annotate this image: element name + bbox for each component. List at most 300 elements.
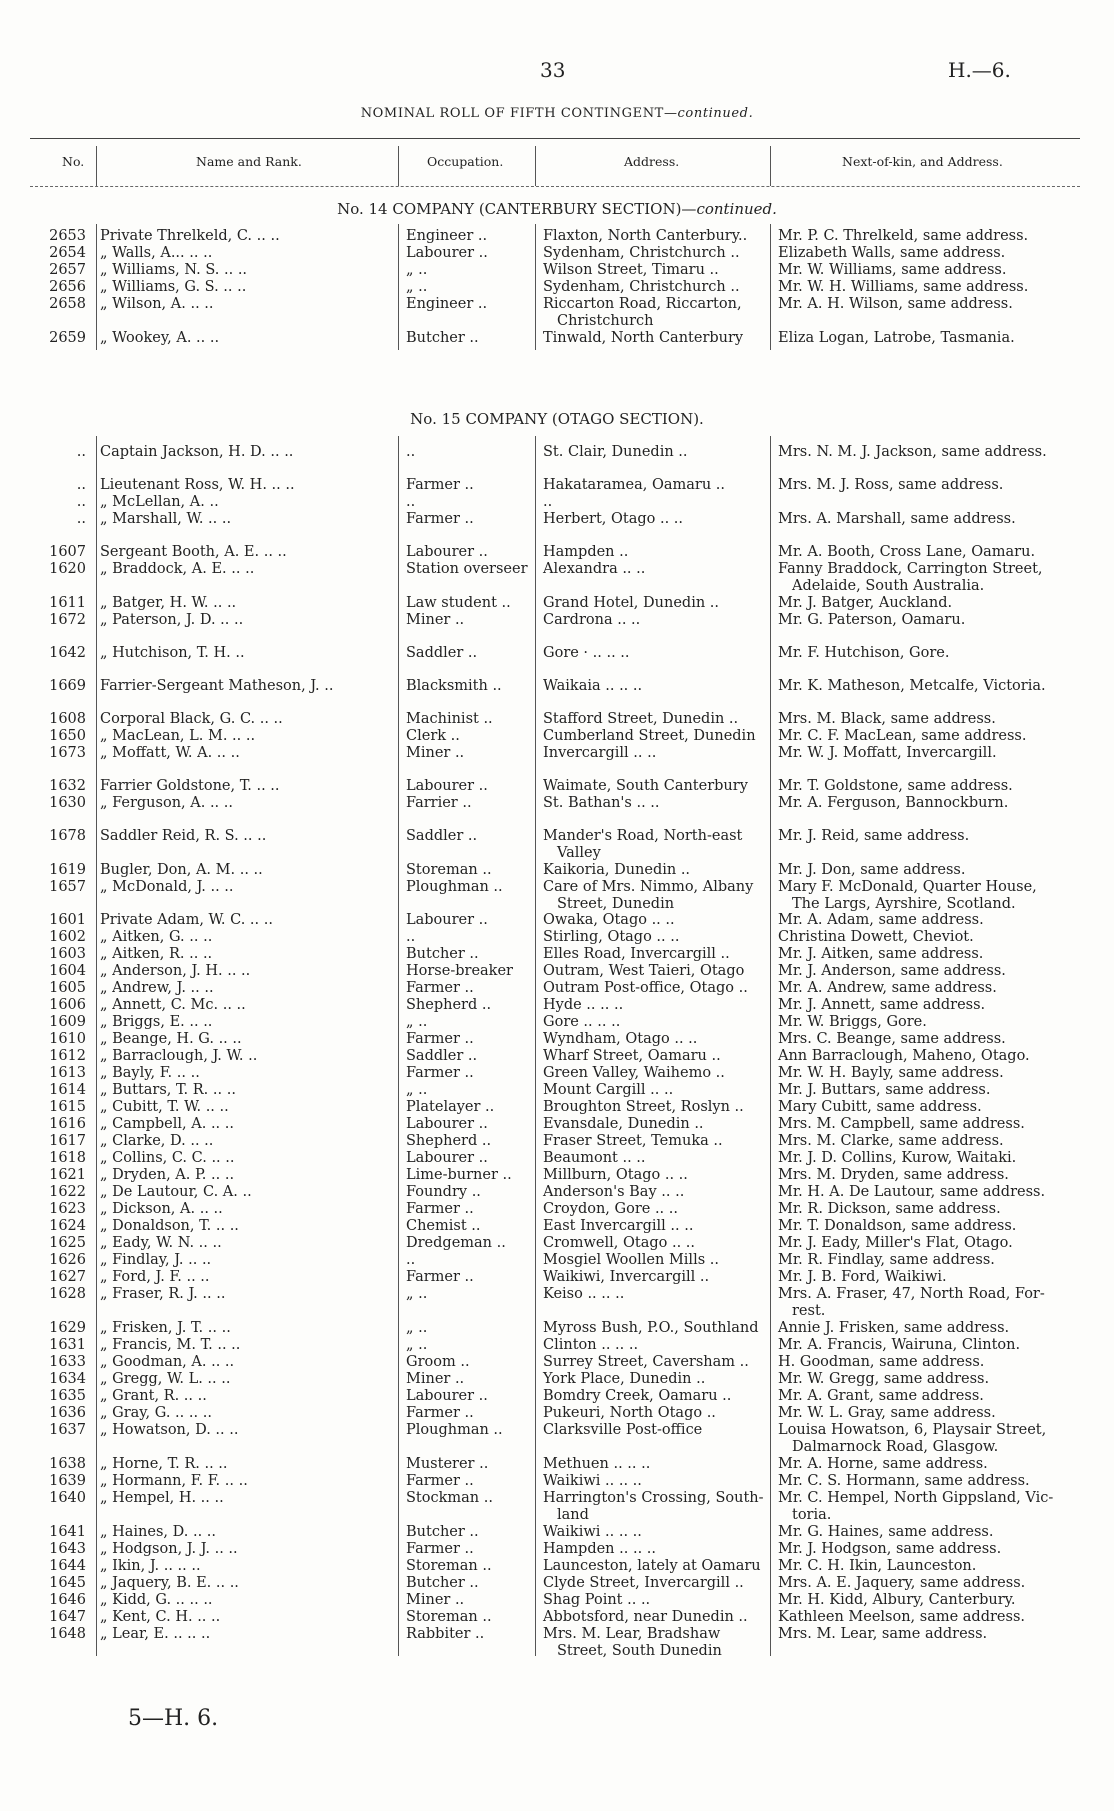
- name-and-rank: Sergeant Booth, A. E. .. ..: [100, 544, 287, 560]
- name-and-rank: „ Gray, G. .. .. ..: [100, 1405, 212, 1421]
- roll-number: 1609: [49, 1014, 86, 1030]
- roll-number: 1669: [49, 678, 86, 694]
- address: Grand Hotel, Dunedin ..: [543, 595, 719, 611]
- table-row: [0, 1558, 1114, 1575]
- occupation: Farmer ..: [406, 1065, 474, 1081]
- name-and-rank: „ Gregg, W. L. .. ..: [100, 1371, 231, 1387]
- table-row: [0, 1371, 1114, 1388]
- occupation: Lime-burner ..: [406, 1167, 512, 1183]
- address: land: [557, 1507, 589, 1523]
- name-and-rank: „ Grant, R. .. ..: [100, 1388, 207, 1404]
- address: Hampden ..: [543, 544, 629, 560]
- address: Abbotsford, near Dunedin ..: [543, 1609, 748, 1625]
- address: Street, South Dunedin: [557, 1643, 722, 1659]
- next-of-kin: Mary F. McDonald, Quarter House,: [778, 879, 1037, 895]
- table-row: [0, 678, 1114, 695]
- roll-number: 2659: [49, 330, 86, 346]
- occupation: „ ..: [406, 1337, 428, 1353]
- table-row: [0, 1439, 1114, 1456]
- name-and-rank: „ Walls, A... .. ..: [100, 245, 213, 261]
- address: Tinwald, North Canterbury: [543, 330, 744, 346]
- next-of-kin: Mr. W. H. Williams, same address.: [778, 279, 1029, 295]
- next-of-kin: Ann Barraclough, Maheno, Otago.: [778, 1048, 1030, 1064]
- table-row: [0, 1167, 1114, 1184]
- name-and-rank: „ Briggs, E. .. ..: [100, 1014, 213, 1030]
- name-and-rank: „ Aitken, R. .. ..: [100, 946, 213, 962]
- address: Evansdale, Dunedin ..: [543, 1116, 704, 1132]
- occupation: Labourer ..: [406, 245, 488, 261]
- table-row: [0, 896, 1114, 913]
- roll-number: 1672: [49, 612, 86, 628]
- address: Pukeuri, North Otago ..: [543, 1405, 716, 1421]
- next-of-kin: Mr. A. H. Wilson, same address.: [778, 296, 1013, 312]
- table-row: [0, 1609, 1114, 1626]
- table-row: [0, 1422, 1114, 1439]
- address: Cromwell, Otago .. ..: [543, 1235, 696, 1251]
- next-of-kin: Fanny Braddock, Carrington Street,: [778, 561, 1043, 577]
- address: Sydenham, Christchurch ..: [543, 245, 740, 261]
- address: Beaumont .. ..: [543, 1150, 646, 1166]
- roll-number: 1633: [49, 1354, 86, 1370]
- table-row: [0, 1269, 1114, 1286]
- roll-number: 1657: [49, 879, 86, 895]
- occupation: Farmer ..: [406, 1405, 474, 1421]
- table-row: [0, 1303, 1114, 1320]
- table-row: [0, 980, 1114, 997]
- roll-number: 1607: [49, 544, 86, 560]
- next-of-kin: Mr. C. H. Ikin, Launceston.: [778, 1558, 977, 1574]
- address: Myross Bush, P.O., Southland: [543, 1320, 759, 1336]
- address: Christchurch: [557, 313, 654, 329]
- roll-number: 1610: [49, 1031, 86, 1047]
- next-of-kin: Dalmarnock Road, Glasgow.: [792, 1439, 999, 1455]
- occupation: Platelayer ..: [406, 1099, 495, 1115]
- occupation: Labourer ..: [406, 1150, 488, 1166]
- address: Methuen .. .. ..: [543, 1456, 651, 1472]
- address: Outram, West Taieri, Otago: [543, 963, 745, 979]
- next-of-kin: Mr. R. Findlay, same address.: [778, 1252, 995, 1268]
- roll-number: 1635: [49, 1388, 86, 1404]
- occupation: Foundry ..: [406, 1184, 481, 1200]
- document-title: NOMINAL ROLL OF FIFTH CONTINGENT—continued.: [360, 106, 754, 121]
- table-row: [0, 578, 1114, 595]
- next-of-kin: Eliza Logan, Latrobe, Tasmania.: [778, 330, 1015, 346]
- name-and-rank: Saddler Reid, R. S. .. ..: [100, 828, 267, 844]
- occupation: „ ..: [406, 279, 428, 295]
- roll-number: 1641: [49, 1524, 86, 1540]
- name-and-rank: „ Aitken, G. .. ..: [100, 929, 213, 945]
- table-row: [0, 313, 1114, 330]
- occupation: Farmer ..: [406, 477, 474, 493]
- roll-number: 1616: [49, 1116, 86, 1132]
- table-row: [0, 1507, 1114, 1524]
- occupation: Farmer ..: [406, 1201, 474, 1217]
- name-and-rank: „ McLellan, A. ..: [100, 494, 219, 510]
- table-row: [0, 1031, 1114, 1048]
- name-and-rank: „ Haines, D. .. ..: [100, 1524, 216, 1540]
- name-and-rank: „ Frisken, J. T. .. ..: [100, 1320, 231, 1336]
- occupation: ..: [406, 1252, 416, 1268]
- occupation: „ ..: [406, 1014, 428, 1030]
- next-of-kin: Mrs. A. E. Jaquery, same address.: [778, 1575, 1026, 1591]
- occupation: Butcher ..: [406, 330, 479, 346]
- table-row: [0, 929, 1114, 946]
- roll-number: 2656: [49, 279, 86, 295]
- address: Shag Point .. ..: [543, 1592, 651, 1608]
- address: York Place, Dunedin ..: [543, 1371, 706, 1387]
- occupation: Farmer ..: [406, 1269, 474, 1285]
- address: Hyde .. .. ..: [543, 997, 624, 1013]
- occupation: Shepherd ..: [406, 1133, 492, 1149]
- name-and-rank: „ Hodgson, J. J. .. ..: [100, 1541, 238, 1557]
- name-and-rank: „ Barraclough, J. W. ..: [100, 1048, 258, 1064]
- next-of-kin: Mr. T. Donaldson, same address.: [778, 1218, 1017, 1234]
- occupation: Butcher ..: [406, 1575, 479, 1591]
- name-and-rank: Private Threlkeld, C. .. ..: [100, 228, 280, 244]
- address: Harrington's Crossing, South-: [543, 1490, 764, 1506]
- roll-number: 1606: [49, 997, 86, 1013]
- next-of-kin: Mr. J. Buttars, same address.: [778, 1082, 991, 1098]
- next-of-kin: Mr. J. Eady, Miller's Flat, Otago.: [778, 1235, 1013, 1251]
- table-row: [0, 561, 1114, 578]
- table-row: [0, 477, 1114, 494]
- name-and-rank: „ Bayly, F. .. ..: [100, 1065, 200, 1081]
- address: Fraser Street, Temuka ..: [543, 1133, 723, 1149]
- table-row: [0, 862, 1114, 879]
- roll-number: 1637: [49, 1422, 86, 1438]
- address: ..: [543, 494, 553, 510]
- table-row: [0, 612, 1114, 629]
- name-and-rank: „ Hempel, H. .. ..: [100, 1490, 224, 1506]
- roll-number: ..: [76, 494, 86, 510]
- table-row: [0, 1150, 1114, 1167]
- address: Clarksville Post-office: [543, 1422, 703, 1438]
- table-row: [0, 1575, 1114, 1592]
- address: Sydenham, Christchurch ..: [543, 279, 740, 295]
- next-of-kin: Mr. H. Kidd, Albury, Canterbury.: [778, 1592, 1016, 1608]
- name-and-rank: „ Lear, E. .. .. ..: [100, 1626, 211, 1642]
- report-code: H.—6.: [948, 58, 1011, 82]
- occupation: Dredgeman ..: [406, 1235, 506, 1251]
- occupation: Shepherd ..: [406, 997, 492, 1013]
- address: Surrey Street, Caversham ..: [543, 1354, 749, 1370]
- roll-number: 1627: [49, 1269, 86, 1285]
- roll-number: 1629: [49, 1320, 86, 1336]
- next-of-kin: Mr. W. L. Gray, same address.: [778, 1405, 996, 1421]
- roll-number: 1621: [49, 1167, 86, 1183]
- address: Invercargill .. ..: [543, 745, 657, 761]
- next-of-kin: Louisa Howatson, 6, Playsair Street,: [778, 1422, 1047, 1438]
- roll-number: 1622: [49, 1184, 86, 1200]
- address: Waimate, South Canterbury: [543, 778, 748, 794]
- address: Waikaia .. .. ..: [543, 678, 643, 694]
- occupation: Storeman ..: [406, 862, 492, 878]
- occupation: Saddler ..: [406, 645, 478, 661]
- occupation: Farrier ..: [406, 795, 472, 811]
- col-header-address: Address.: [624, 154, 680, 169]
- table-row: [0, 1065, 1114, 1082]
- table-row: [0, 511, 1114, 528]
- table-row: [0, 1643, 1114, 1660]
- occupation: Miner ..: [406, 1592, 465, 1608]
- next-of-kin: Mr. W. J. Moffatt, Invercargill.: [778, 745, 997, 761]
- name-and-rank: „ Hutchison, T. H. ..: [100, 645, 245, 661]
- name-and-rank: Private Adam, W. C. .. ..: [100, 912, 273, 928]
- occupation: Butcher ..: [406, 1524, 479, 1540]
- address: Wilson Street, Timaru ..: [543, 262, 719, 278]
- occupation: Ploughman ..: [406, 1422, 503, 1438]
- next-of-kin: toria.: [792, 1507, 832, 1523]
- occupation: Labourer ..: [406, 912, 488, 928]
- roll-number: 1612: [49, 1048, 86, 1064]
- roll-number: 1601: [49, 912, 86, 928]
- next-of-kin: Mrs. A. Marshall, same address.: [778, 511, 1016, 527]
- name-and-rank: „ Howatson, D. .. ..: [100, 1422, 239, 1438]
- roll-number: 1615: [49, 1099, 86, 1115]
- name-and-rank: „ Dickson, A. .. ..: [100, 1201, 223, 1217]
- address: Stafford Street, Dunedin ..: [543, 711, 739, 727]
- table-row: [0, 1405, 1114, 1422]
- roll-number: 1678: [49, 828, 86, 844]
- name-and-rank: „ Kidd, G. .. .. ..: [100, 1592, 213, 1608]
- occupation: Station overseer: [406, 561, 528, 577]
- name-and-rank: „ Horne, T. R. .. ..: [100, 1456, 228, 1472]
- name-and-rank: „ Kent, C. H. .. ..: [100, 1609, 221, 1625]
- table-row: [0, 262, 1114, 279]
- name-and-rank: „ MacLean, L. M. .. ..: [100, 728, 256, 744]
- next-of-kin: Mr. A. Horne, same address.: [778, 1456, 988, 1472]
- name-and-rank: „ Wilson, A. .. ..: [100, 296, 214, 312]
- occupation: Horse-breaker: [406, 963, 513, 979]
- next-of-kin: Mrs. A. Fraser, 47, North Road, For-: [778, 1286, 1045, 1302]
- name-and-rank: „ Moffatt, W. A. .. ..: [100, 745, 240, 761]
- roll-number: 1624: [49, 1218, 86, 1234]
- next-of-kin: Mrs. M. Dryden, same address.: [778, 1167, 1009, 1183]
- roll-number: ..: [76, 511, 86, 527]
- address: Waikiwi, Invercargill ..: [543, 1269, 710, 1285]
- roll-number: 1603: [49, 946, 86, 962]
- name-and-rank: „ Fraser, R. J. .. ..: [100, 1286, 226, 1302]
- address: Mander's Road, North-east: [543, 828, 743, 844]
- col-header-name: Name and Rank.: [196, 154, 302, 169]
- roll-number: 1617: [49, 1133, 86, 1149]
- table-row: [0, 1133, 1114, 1150]
- section-heading: No. 14 COMPANY (CANTERBURY SECTION)—continued.: [337, 200, 777, 218]
- occupation: Labourer ..: [406, 1388, 488, 1404]
- roll-number: 1602: [49, 929, 86, 945]
- roll-number: 1608: [49, 711, 86, 727]
- address: Mrs. M. Lear, Bradshaw: [543, 1626, 721, 1642]
- address: St. Clair, Dunedin ..: [543, 444, 688, 460]
- table-row: [0, 728, 1114, 745]
- table-row: [0, 330, 1114, 347]
- next-of-kin: Mr. A. Booth, Cross Lane, Oamaru.: [778, 544, 1036, 560]
- roll-number: 1673: [49, 745, 86, 761]
- roll-number: 1628: [49, 1286, 86, 1302]
- name-and-rank: „ Eady, W. N. .. ..: [100, 1235, 222, 1251]
- address: East Invercargill .. ..: [543, 1218, 694, 1234]
- address: Stirling, Otago .. ..: [543, 929, 680, 945]
- table-row: [0, 1099, 1114, 1116]
- col-divider: [96, 146, 97, 186]
- name-and-rank: „ Dryden, A. P. .. ..: [100, 1167, 235, 1183]
- address: Anderson's Bay .. ..: [543, 1184, 685, 1200]
- next-of-kin: Mr. G. Haines, same address.: [778, 1524, 994, 1540]
- next-of-kin: Mr. H. A. De Lautour, same address.: [778, 1184, 1046, 1200]
- occupation: „ ..: [406, 262, 428, 278]
- roll-number: 1643: [49, 1541, 86, 1557]
- address: Wharf Street, Oamaru ..: [543, 1048, 721, 1064]
- next-of-kin: Mr. J. B. Ford, Waikiwi.: [778, 1269, 947, 1285]
- name-and-rank: „ Paterson, J. D. .. ..: [100, 612, 244, 628]
- address: Wyndham, Otago .. ..: [543, 1031, 698, 1047]
- table-row: [0, 1014, 1114, 1031]
- occupation: Farmer ..: [406, 1541, 474, 1557]
- address: Waikiwi .. .. ..: [543, 1473, 642, 1489]
- occupation: ..: [406, 929, 416, 945]
- occupation: Groom ..: [406, 1354, 470, 1370]
- table-row: [0, 1541, 1114, 1558]
- table-row: [0, 1218, 1114, 1235]
- address: Clyde Street, Invercargill ..: [543, 1575, 744, 1591]
- next-of-kin: Mrs. M. Lear, same address.: [778, 1626, 988, 1642]
- col-divider: [398, 146, 399, 186]
- name-and-rank: „ Findlay, J. .. ..: [100, 1252, 212, 1268]
- table-row: [0, 1201, 1114, 1218]
- occupation: Storeman ..: [406, 1558, 492, 1574]
- occupation: Labourer ..: [406, 544, 488, 560]
- table-row: [0, 1354, 1114, 1371]
- table-row: [0, 1116, 1114, 1133]
- roll-number: 1650: [49, 728, 86, 744]
- occupation: Saddler ..: [406, 828, 478, 844]
- next-of-kin: Mr. A. Francis, Wairuna, Clinton.: [778, 1337, 1021, 1353]
- table-row: [0, 1337, 1114, 1354]
- roll-number: ..: [76, 477, 86, 493]
- roll-number: 1604: [49, 963, 86, 979]
- table-row: [0, 1252, 1114, 1269]
- address: Clinton .. .. ..: [543, 1337, 639, 1353]
- roll-number: 1613: [49, 1065, 86, 1081]
- name-and-rank: „ Annett, C. Mc. .. ..: [100, 997, 246, 1013]
- roll-number: 1618: [49, 1150, 86, 1166]
- name-and-rank: „ De Lautour, C. A. ..: [100, 1184, 252, 1200]
- address: Keiso .. .. ..: [543, 1286, 625, 1302]
- table-row: [0, 778, 1114, 795]
- roll-number: ..: [76, 444, 86, 460]
- next-of-kin: Mr. J. D. Collins, Kurow, Waitaki.: [778, 1150, 1017, 1166]
- name-and-rank: „ Anderson, J. H. .. ..: [100, 963, 251, 979]
- name-and-rank: „ Jaquery, B. E. .. ..: [100, 1575, 239, 1591]
- roll-number: 1634: [49, 1371, 86, 1387]
- name-and-rank: „ McDonald, J. .. ..: [100, 879, 234, 895]
- col-header-kin: Next-of-kin, and Address.: [842, 154, 1003, 169]
- name-and-rank: „ Goodman, A. .. ..: [100, 1354, 235, 1370]
- name-and-rank: „ Buttars, T. R. .. ..: [100, 1082, 236, 1098]
- next-of-kin: Mr. A. Adam, same address.: [778, 912, 984, 928]
- roll-number: 1623: [49, 1201, 86, 1217]
- name-and-rank: „ Cubitt, T. W. .. ..: [100, 1099, 229, 1115]
- next-of-kin: Mrs. M. Clarke, same address.: [778, 1133, 1004, 1149]
- table-row: [0, 1184, 1114, 1201]
- table-row: [0, 946, 1114, 963]
- next-of-kin: Mr. C. F. MacLean, same address.: [778, 728, 1027, 744]
- address: Valley: [557, 845, 601, 861]
- address: Riccarton Road, Riccarton,: [543, 296, 742, 312]
- next-of-kin: Mr. W. H. Bayly, same address.: [778, 1065, 1004, 1081]
- next-of-kin: Mr. A. Grant, same address.: [778, 1388, 984, 1404]
- next-of-kin: Mr. W. Williams, same address.: [778, 262, 1007, 278]
- address: Flaxton, North Canterbury..: [543, 228, 748, 244]
- name-and-rank: „ Wookey, A. .. ..: [100, 330, 220, 346]
- occupation: Miner ..: [406, 745, 465, 761]
- roll-number: 2654: [49, 245, 86, 261]
- occupation: Miner ..: [406, 612, 465, 628]
- next-of-kin: rest.: [792, 1303, 826, 1319]
- occupation: „ ..: [406, 1286, 428, 1302]
- address: Millburn, Otago .. ..: [543, 1167, 688, 1183]
- occupation: „ ..: [406, 1320, 428, 1336]
- address: Waikiwi .. .. ..: [543, 1524, 642, 1540]
- table-row: [0, 745, 1114, 762]
- table-row: [0, 879, 1114, 896]
- occupation: ..: [406, 494, 416, 510]
- occupation: Blacksmith ..: [406, 678, 502, 694]
- occupation: Farmer ..: [406, 980, 474, 996]
- name-and-rank: „ Donaldson, T. .. ..: [100, 1218, 239, 1234]
- occupation: Engineer ..: [406, 296, 488, 312]
- name-and-rank: „ Batger, H. W. .. ..: [100, 595, 237, 611]
- table-row: [0, 296, 1114, 313]
- table-row: [0, 1235, 1114, 1252]
- table-row: [0, 1320, 1114, 1337]
- address: Herbert, Otago .. ..: [543, 511, 684, 527]
- occupation: Law student ..: [406, 595, 511, 611]
- next-of-kin: Kathleen Meelson, same address.: [778, 1609, 1026, 1625]
- occupation: Stockman ..: [406, 1490, 493, 1506]
- name-and-rank: „ Campbell, A. .. ..: [100, 1116, 234, 1132]
- occupation: Clerk ..: [406, 728, 460, 744]
- table-row: [0, 1048, 1114, 1065]
- table-row: [0, 595, 1114, 612]
- col-divider: [770, 146, 771, 186]
- next-of-kin: Mr. J. Don, same address.: [778, 862, 966, 878]
- occupation: Saddler ..: [406, 1048, 478, 1064]
- address: Gore · .. .. ..: [543, 645, 630, 661]
- address: Launceston, lately at Oamaru: [543, 1558, 761, 1574]
- table-row: [0, 828, 1114, 845]
- roll-number: 1619: [49, 862, 86, 878]
- occupation: Miner ..: [406, 1371, 465, 1387]
- occupation: Farmer ..: [406, 1473, 474, 1489]
- table-row: [0, 711, 1114, 728]
- address: Outram Post-office, Otago ..: [543, 980, 748, 996]
- next-of-kin: Mr. J. Reid, same address.: [778, 828, 970, 844]
- name-and-rank: Corporal Black, G. C. .. ..: [100, 711, 283, 727]
- table-row: [0, 279, 1114, 296]
- name-and-rank: „ Ikin, J. .. .. ..: [100, 1558, 201, 1574]
- col-header-occupation: Occupation.: [427, 154, 504, 169]
- address: Cardrona .. ..: [543, 612, 641, 628]
- table-row: [0, 1456, 1114, 1473]
- table-row: [0, 494, 1114, 511]
- next-of-kin: Mr. J. Aitken, same address.: [778, 946, 984, 962]
- roll-number: 1640: [49, 1490, 86, 1506]
- address: Hampden .. .. ..: [543, 1541, 657, 1557]
- table-row: [0, 544, 1114, 561]
- table-row: [0, 845, 1114, 862]
- table-row: [0, 444, 1114, 461]
